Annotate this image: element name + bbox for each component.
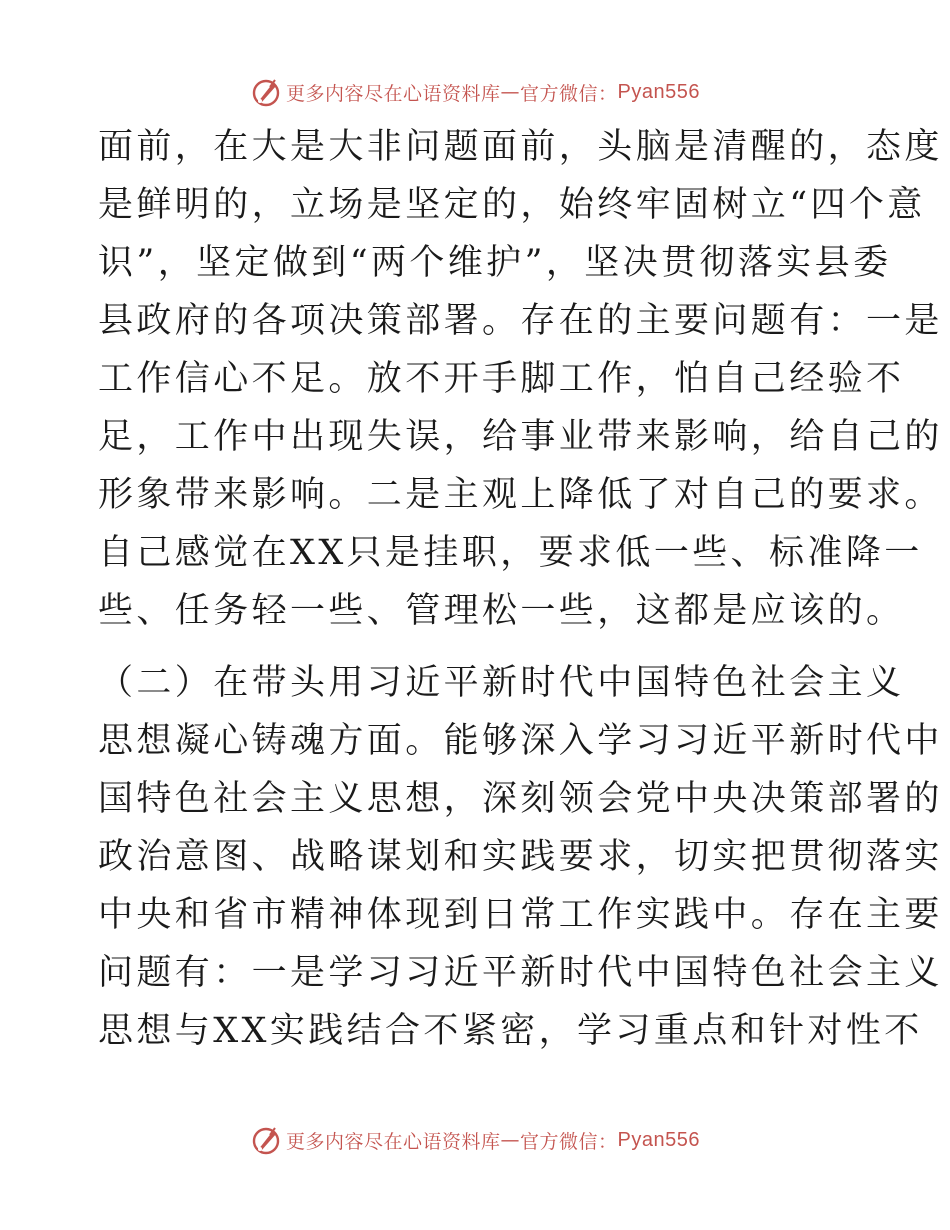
header-watermark	[0, 72, 950, 112]
text-line: 足，工作中出现失误，给事业带来影响，给自己的	[98, 417, 943, 457]
text-line: 形象带来影响。二是主观上降低了对自己的要求。	[98, 475, 943, 515]
banner-dash: —	[500, 81, 521, 103]
feather-pen-circle-icon	[250, 1124, 282, 1156]
banner-wechat-label: 官方微信：	[520, 1130, 618, 1153]
banner-wechat-label: 官方微信：	[520, 82, 618, 105]
text-line: （二）在带头用习近平新时代中国特色社会主义	[98, 663, 905, 703]
footer-watermark	[0, 1120, 950, 1160]
text-line: 些、任务轻一些、管理松一些，这都是应该的。	[98, 591, 905, 631]
text-line: 政治意图、战略谋划和实践要求，切实把贯彻落实	[98, 837, 943, 877]
text-line: 思想与XX实践结合不紧密，学习重点和针对性不	[98, 1011, 923, 1051]
text-line: 国特色社会主义思想，深刻领会党中央决策部署的	[98, 779, 943, 819]
text-line: 识”，坚定做到“两个维护”，坚决贯彻落实县委	[98, 243, 892, 283]
text-line: 县政府的各项决策部署。存在的主要问题有：一是	[98, 301, 943, 341]
text-line: 中央和省市精神体现到日常工作实践中。存在主要	[98, 895, 943, 935]
banner-wechat-handle: Pyan556	[617, 1128, 700, 1151]
banner-site-text: 更多内容尽在心语资料库	[286, 1130, 501, 1153]
banner-dash: —	[500, 1129, 521, 1151]
document-body	[98, 124, 943, 1066]
banner-site-text: 更多内容尽在心语资料库	[286, 82, 501, 105]
paragraph-gap	[98, 646, 858, 660]
paragraph-2	[98, 660, 943, 1066]
text-line: 问题有：一是学习习近平新时代中国特色社会主义	[98, 953, 943, 993]
text-line: 是鲜明的，立场是坚定的，始终牢固树立“四个意	[98, 185, 926, 225]
text-line: 面前，在大是大非问题面前，头脑是清醒的，态度	[98, 127, 943, 167]
text-line: 思想凝心铸魂方面。能够深入学习习近平新时代中	[98, 721, 943, 761]
text-line: 工作信心不足。放不开手脚工作，怕自己经验不	[98, 359, 905, 399]
text-line: 自己感觉在XX只是挂职，要求低一些、标准降一	[98, 533, 923, 573]
paragraph-1	[98, 124, 943, 646]
banner-wechat-handle: Pyan556	[617, 80, 700, 103]
feather-pen-circle-icon	[250, 76, 282, 108]
